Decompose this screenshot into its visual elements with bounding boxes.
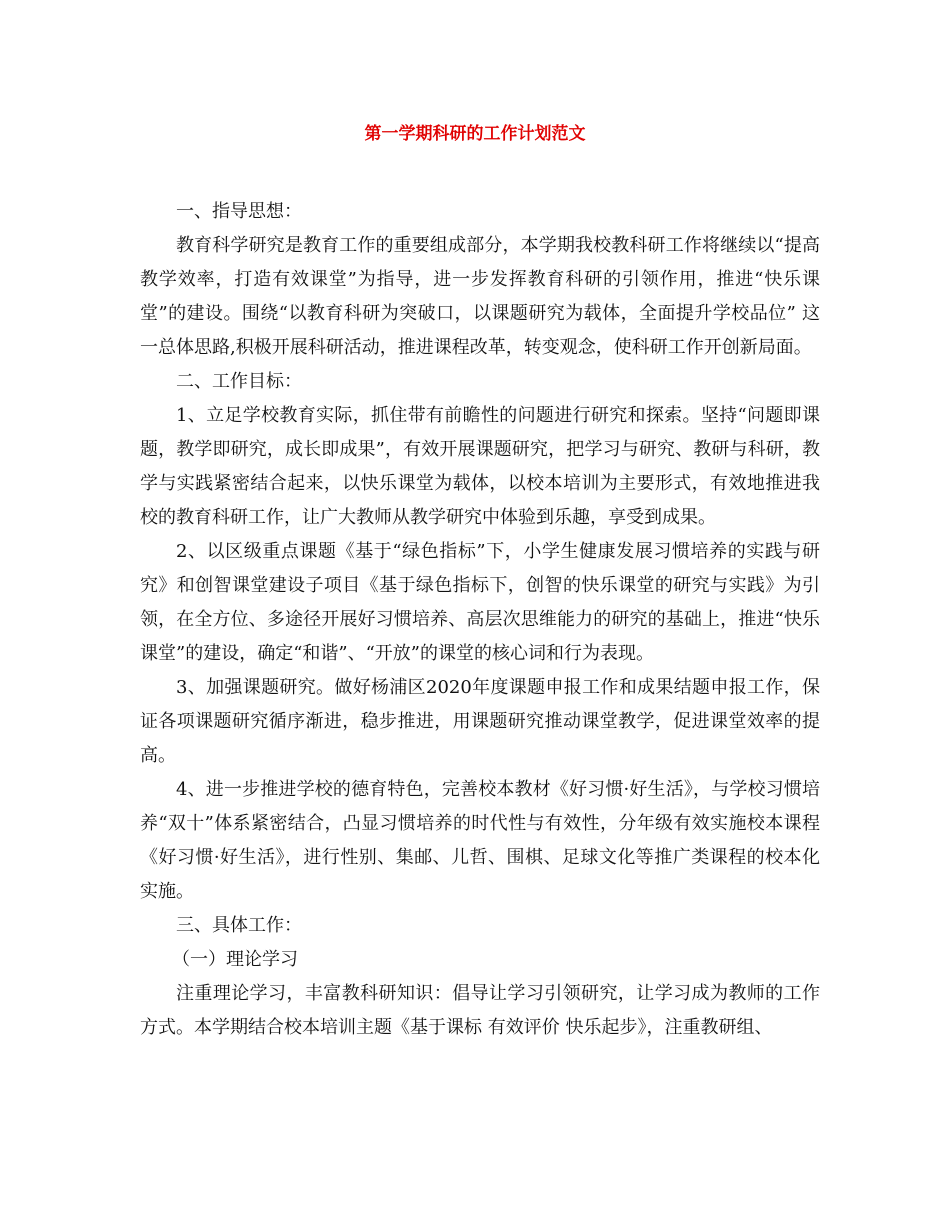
section-heading-work-goals: 二、工作目标：	[176, 371, 302, 392]
section-heading-specific-work: 三、具体工作：	[176, 915, 302, 936]
paragraph-goal-4: 4、进一步推进学校的德育特色，完善校本教材《好习惯·好生活》，与学校习惯培养“双十”体系紧密结合，凸显习惯培养的时代性与有效性，分年级有效实施校本课程《好习惯·好生活》，进行性别、集邮、儿哲、围棋、足球文化等推广类课程的校本化实施。	[140, 779, 820, 902]
section-heading-guiding-ideology: 一、指导思想：	[176, 201, 302, 222]
paragraph-goal-1: 1、立足学校教育实际，抓住带有前瞻性的问题进行研究和探索。坚持“问题即课题，教学即研究，成长即成果”，有效开展课题研究，把学习与研究、教研与科研，教学与实践紧密结合起来，以快乐课堂为载体，以校本培训为主要形式，有效地推进我校的教育科研工作，让广大教师从教学研究中体验到乐趣，享受到成果。	[140, 405, 820, 528]
paragraph-theory-study: 注重理论学习，丰富教科研知识：倡导让学习引领研究，让学习成为教师的工作方式。本学期结合校本培训主题《基于课标 有效评价 快乐起步》，注重教研组、	[140, 983, 820, 1038]
paragraph-guiding-ideology: 教育科学研究是教育工作的重要组成部分，本学期我校教科研工作将继续以“提高教学效率，打造有效课堂”为指导，进一步发挥教育科研的引领作用，推进“快乐课堂”的建设。围绕“以教育科研为突破口，以课题研究为载体，全面提升学校品位” 这一总体思路,积极开展科研活动，推进课程改革，转变观念，使科研工作开创新局面。	[140, 235, 820, 358]
paragraph-goal-3: 3、加强课题研究。做好杨浦区2020年度课题申报工作和成果结题申报工作，保证各项课题研究循序渐进，稳步推进，用课题研究推动课堂教学，促进课堂效率的提高。	[140, 677, 820, 766]
document-title: 第一学期科研的工作计划范文	[364, 124, 586, 144]
document-body	[140, 195, 820, 1045]
paragraph-goal-2: 2、以区级重点课题《基于“绿色指标”下，小学生健康发展习惯培养的实践与研究》和创智课堂建设子项目《基于绿色指标下，创智的快乐课堂的研究与实践》为引领，在全方位、多途径开展好习惯培养、高层次思维能力的研究的基础上，推进“快乐课堂”的建设，确定“和谐”、“开放”的课堂的核心词和行为表现。	[140, 541, 820, 664]
subsection-heading-theory-study: （一）理论学习	[172, 949, 298, 970]
